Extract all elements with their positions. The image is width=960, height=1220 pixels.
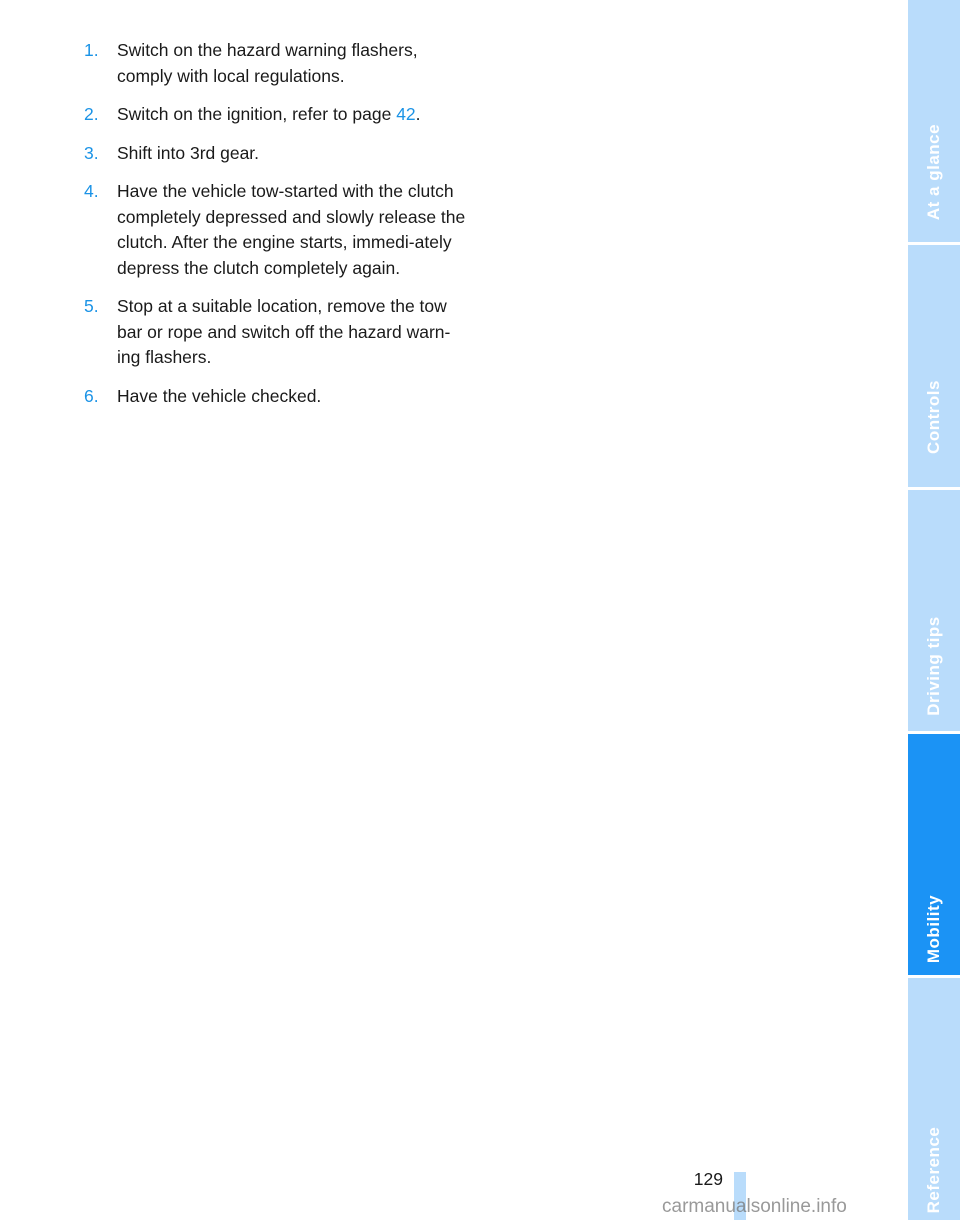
step-text: Switch on the hazard warning flashers, comply with local regulations. [117, 40, 418, 86]
step-number: 6. [84, 385, 99, 406]
step-item [84, 38, 468, 89]
chapter-tab-controls[interactable] [908, 245, 960, 487]
step-text: Have the vehicle checked. [117, 385, 322, 406]
step-item [84, 179, 468, 281]
chapter-tab-label: Driving tips [924, 616, 943, 716]
step-text: Stop at a suitable location, remove the tow bar or rope and switch off the hazard warn-ing flashers. [117, 296, 451, 367]
step-text-suffix: . [415, 104, 421, 124]
watermark: carmanualsonline.info [662, 1196, 847, 1217]
step-number: 1. [84, 40, 99, 60]
step-number: 5. [84, 296, 99, 316]
step-item [84, 102, 468, 128]
chapter-tab-reference[interactable] [908, 978, 960, 1220]
step-item [84, 141, 468, 167]
step-number: 2. [84, 104, 99, 124]
step-text: Switch on the ignition, refer to page [117, 104, 397, 124]
page-number: 129 [693, 1169, 723, 1189]
chapter-tab-label: Reference [924, 1126, 943, 1214]
chapter-tab-label: At a glance [924, 123, 943, 221]
chapter-tab-bar [908, 0, 960, 1220]
step-number: 3. [84, 142, 99, 163]
step-text: Have the vehicle tow-started with the clutch completely depressed and slowly release the clutch. After the engine starts, immedi-ately depress the clutch completely again. [117, 181, 466, 278]
step-item [84, 294, 468, 371]
step-text-container [117, 102, 468, 128]
step-item [84, 384, 468, 410]
page-reference-link[interactable]: 42 [396, 104, 416, 124]
chapter-tab-driving-tips[interactable] [908, 490, 960, 731]
chapter-tab-label: Controls [924, 380, 943, 454]
chapter-tab-at-a-glance[interactable] [908, 0, 960, 242]
instruction-list [84, 38, 468, 422]
chapter-tab-label: Mobility [924, 894, 943, 964]
step-text: Shift into 3rd gear. [117, 142, 260, 163]
step-number: 4. [84, 181, 99, 201]
chapter-tab-mobility[interactable] [908, 734, 960, 975]
